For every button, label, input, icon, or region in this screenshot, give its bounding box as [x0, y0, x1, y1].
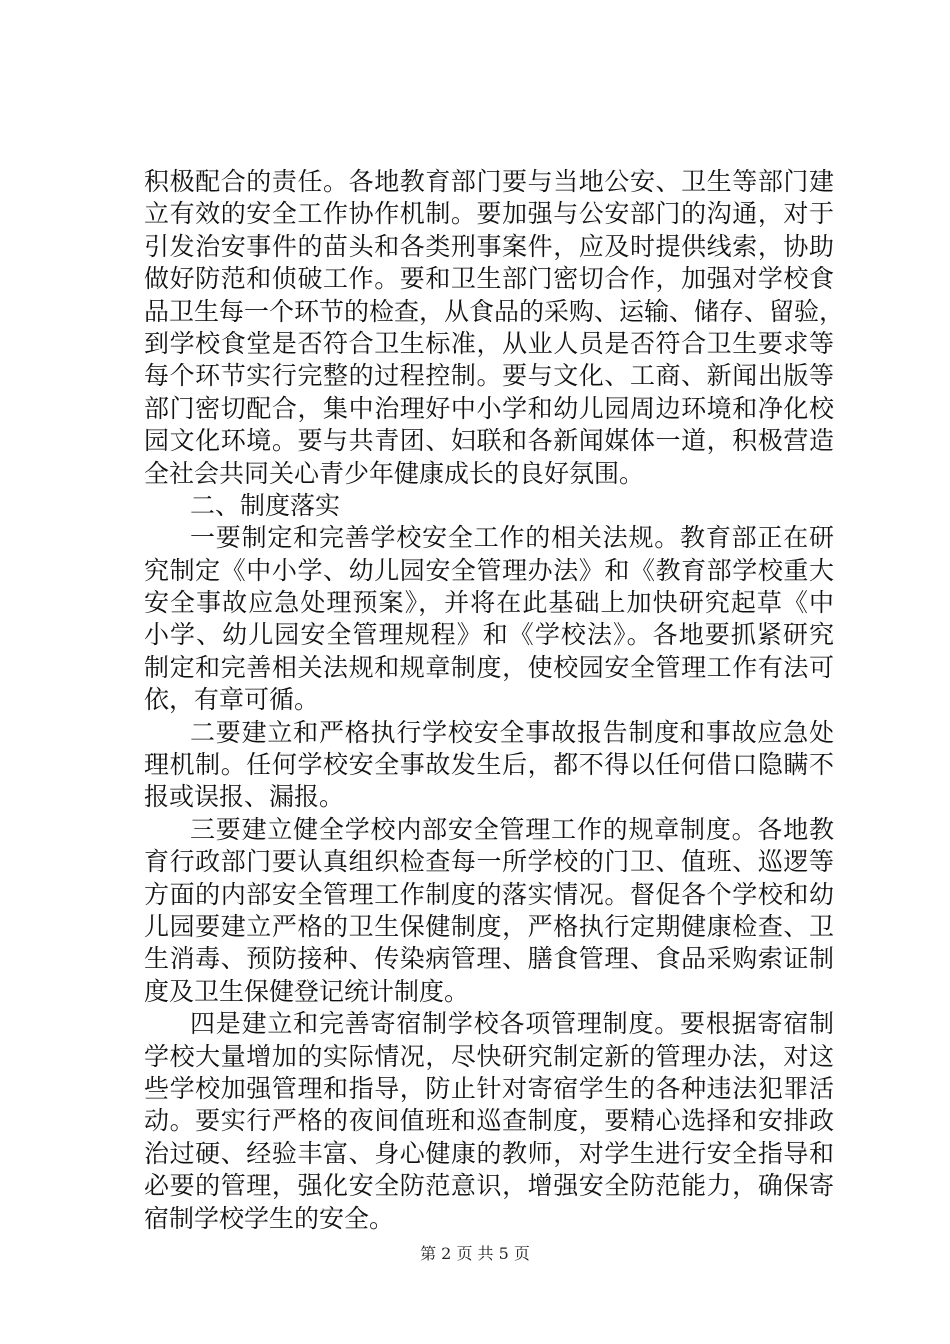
text-line: 到学校食堂是否符合卫生标准，从业人员是否符合卫生要求等 — [144, 328, 834, 358]
text-line: 一要制定和完善学校安全工作的相关法规。教育部正在研 — [190, 523, 834, 553]
text-line: 理机制。任何学校安全事故发生后，都不得以任何借口隐瞒不 — [144, 750, 834, 780]
text-line: 园文化环境。要与共青团、妇联和各新闻媒体一道，积极营造 — [144, 426, 834, 456]
document-body — [144, 166, 845, 1235]
text-line: 报或误报、漏报。 — [144, 782, 345, 812]
text-line: 究制定《中小学、幼儿园安全管理办法》和《教育部学校重大 — [144, 555, 834, 585]
text-line: 立有效的安全工作协作机制。要加强与公安部门的沟通，对于 — [144, 199, 834, 229]
text-line: 安全事故应急处理预案》，并将在此基础上加快研究起草《中 — [144, 588, 834, 618]
text-line: 引发治安事件的苗头和各类刑事案件，应及时提供线索，协助 — [144, 231, 834, 261]
text-line: 学校大量增加的实际情况，尽快研究制定新的管理办法，对这 — [144, 1041, 834, 1071]
text-line: 必要的管理，强化安全防范意识，增强安全防范能力，确保寄 — [144, 1171, 834, 1201]
text-line: 些学校加强管理和指导，防止针对寄宿学生的各种违法犯罪活 — [144, 1073, 834, 1103]
text-line: 依，有章可循。 — [144, 685, 320, 715]
text-line: 宿制学校学生的安全。 — [144, 1203, 395, 1233]
text-line: 四是建立和完善寄宿制学校各项管理制度。要根据寄宿制 — [190, 1009, 834, 1039]
text-line: 方面的内部安全管理工作制度的落实情况。督促各个学校和幼 — [144, 879, 834, 909]
text-line: 制定和完善相关法规和规章制度，使校园安全管理工作有法可 — [144, 652, 834, 682]
text-line: 动。要实行严格的夜间值班和巡查制度，要精心选择和安排政 — [144, 1106, 834, 1136]
text-line: 三要建立健全学校内部安全管理工作的规章制度。各地教 — [190, 814, 834, 844]
text-line: 每个环节实行完整的过程控制。要与文化、工商、新闻出版等 — [144, 361, 834, 391]
section-heading: 二、制度落实 — [190, 490, 341, 520]
text-line: 度及卫生保健登记统计制度。 — [144, 976, 470, 1006]
text-line: 积极配合的责任。各地教育部门要与当地公安、卫生等部门建 — [144, 167, 834, 196]
text-line: 部门密切配合，集中治理好中小学和幼儿园周边环境和净化校 — [144, 393, 834, 423]
text-line: 二要建立和严格执行学校安全事故报告制度和事故应急处 — [190, 717, 834, 747]
page-footer: 第 2 页 共 5 页 — [420, 1244, 530, 1263]
text-line: 育行政部门要认真组织检查每一所学校的门卫、值班、巡逻等 — [144, 847, 834, 877]
text-line: 全社会共同关心青少年健康成长的良好氛围。 — [144, 458, 645, 488]
text-line: 做好防范和侦破工作。要和卫生部门密切合作，加强对学校食 — [144, 264, 834, 294]
text-line: 治过硬、经验丰富、身心健康的教师，对学生进行安全指导和 — [144, 1138, 834, 1168]
text-line: 品卫生每一个环节的检查，从食品的采购、运输、储存、留验， — [144, 296, 845, 326]
text-line: 儿园要建立严格的卫生保健制度，严格执行定期健康检查、卫 — [144, 911, 834, 941]
text-line: 小学、幼儿园安全管理规程》和《学校法》。各地要抓紧研究 — [144, 620, 834, 650]
text-line: 生消毒、预防接种、传染病管理、膳食管理、食品采购索证制 — [144, 944, 834, 974]
